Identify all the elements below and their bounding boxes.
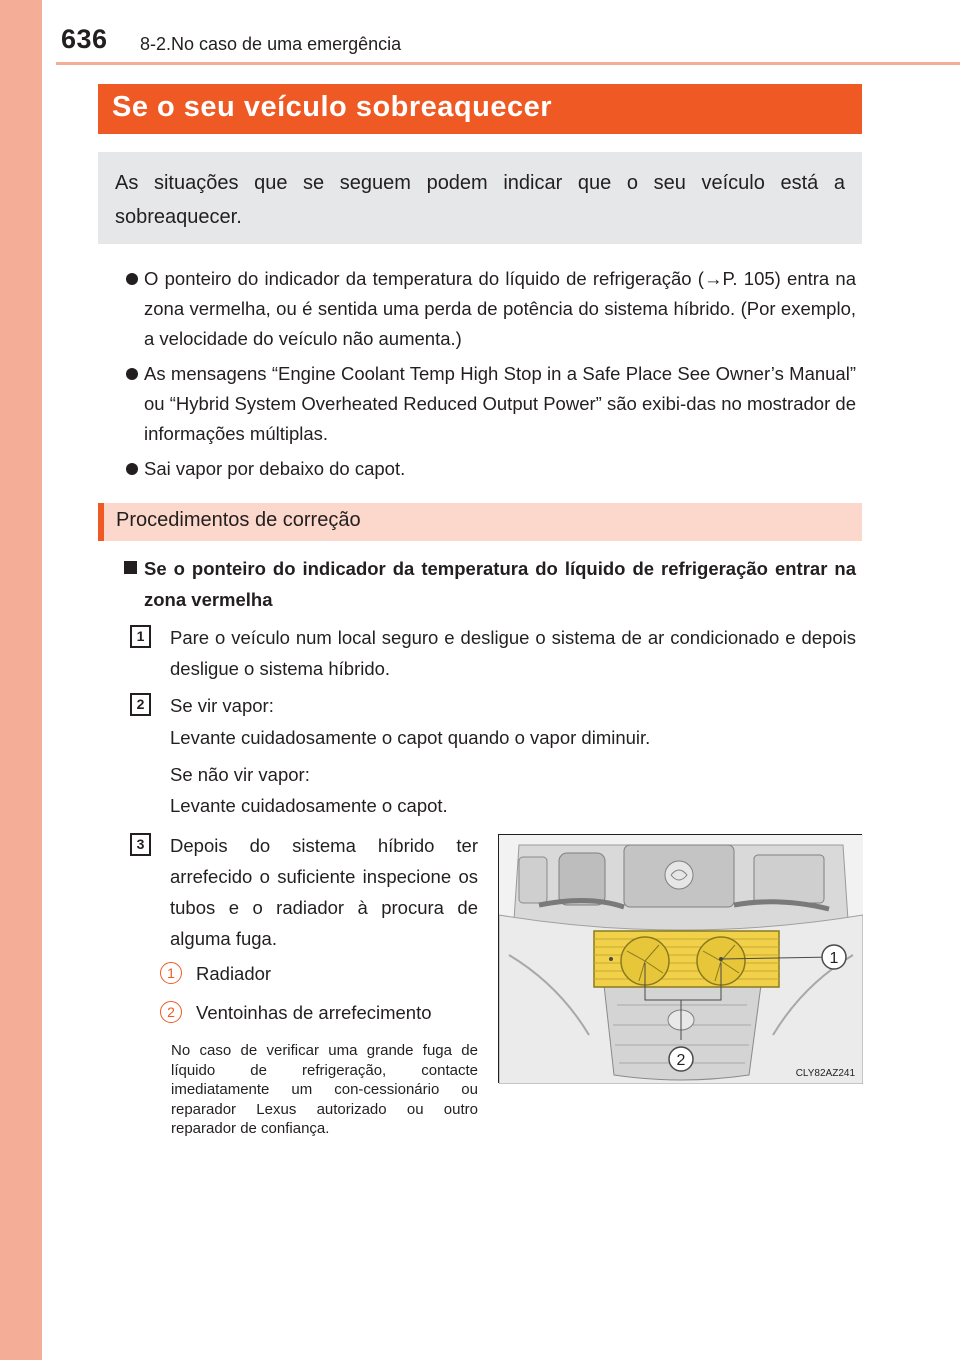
engine-bay-illustration xyxy=(498,834,862,1083)
legend-label: Radiador xyxy=(196,963,272,984)
chapter-title: 8-2.No caso de uma emergência xyxy=(140,34,402,54)
list-item-text: Sai vapor por debaixo do capot. xyxy=(144,458,406,479)
section-header xyxy=(98,503,862,541)
side-tab-divider xyxy=(42,0,44,1360)
step-text: Se vir vapor: xyxy=(170,695,274,716)
step-number-badge: 2 xyxy=(130,693,151,716)
legend-number: 2 xyxy=(160,1001,182,1023)
step-text: Levante cuidadosamente o capot. xyxy=(170,795,448,816)
bullet-icon xyxy=(126,273,138,285)
legend-number: 1 xyxy=(160,962,182,984)
step-text: Depois do sistema híbrido ter arrefecido o suficiente inspecione os tubos e o radiador à procura de alguma fuga. xyxy=(170,835,478,949)
step-number-badge: 1 xyxy=(130,625,151,648)
header-rule xyxy=(56,62,960,65)
callout-label: 2 xyxy=(676,1052,686,1069)
bullet-icon xyxy=(126,463,138,475)
list-item xyxy=(128,454,856,484)
list-item-text: O ponteiro do indicador da temperatura do líquido de refrigeração (→P. 105) entra na zona vermelha, ou é sentida uma perda de potência do sistema híbrido. (Por exemplo, a velocidade do veículo não aumenta.) xyxy=(144,268,856,349)
title-bar xyxy=(98,84,862,134)
section-accent xyxy=(98,503,104,541)
step-text: Se não vir vapor: xyxy=(170,764,310,785)
page-title: Se o seu veículo sobreaquecer xyxy=(112,91,553,123)
intro-text: As situações que se seguem podem indicar que o seu veículo está a sobreaquecer. xyxy=(115,172,845,228)
bullet-icon xyxy=(126,368,138,380)
step-text: Levante cuidadosamente o capot quando o vapor diminuir. xyxy=(170,727,651,748)
list-item xyxy=(128,264,856,354)
section-title: Procedimentos de correção xyxy=(116,509,361,531)
list-item-text: As mensagens “Engine Coolant Temp High Stop in a Safe Place See Owner’s Manual” ou “Hybrid System Overheated Reduced Output Power” são exibi-das no mostrador de informações múltiplas. xyxy=(144,363,856,444)
symptom-list xyxy=(128,264,856,489)
engine-bay-drawing xyxy=(499,835,863,1084)
note-text: No caso de verificar uma grande fuga de líquido de refrigeração, contacte imediatamente um con-cessionário ou reparador Lexus autorizado ou outro reparador de confiança. xyxy=(171,1042,478,1137)
side-tab-strip xyxy=(0,0,42,1360)
figure-code: CLY82AZ241 xyxy=(795,1068,855,1079)
intro-box xyxy=(98,152,862,244)
step-number-badge: 3 xyxy=(130,833,151,856)
page-number: 636 xyxy=(61,24,108,54)
step-text: Pare o veículo num local seguro e desligue o sistema de ar condicionado e depois desligue o sistema híbrido. xyxy=(170,627,856,679)
legend-label: Ventoinhas de arrefecimento xyxy=(196,1002,432,1023)
sub-heading: Se o ponteiro do indicador da temperatura do líquido de refrigeração entrar na zona vermelha xyxy=(144,558,856,610)
callout-label: 1 xyxy=(829,950,839,967)
square-bullet-icon xyxy=(124,561,137,574)
list-item xyxy=(128,359,856,449)
